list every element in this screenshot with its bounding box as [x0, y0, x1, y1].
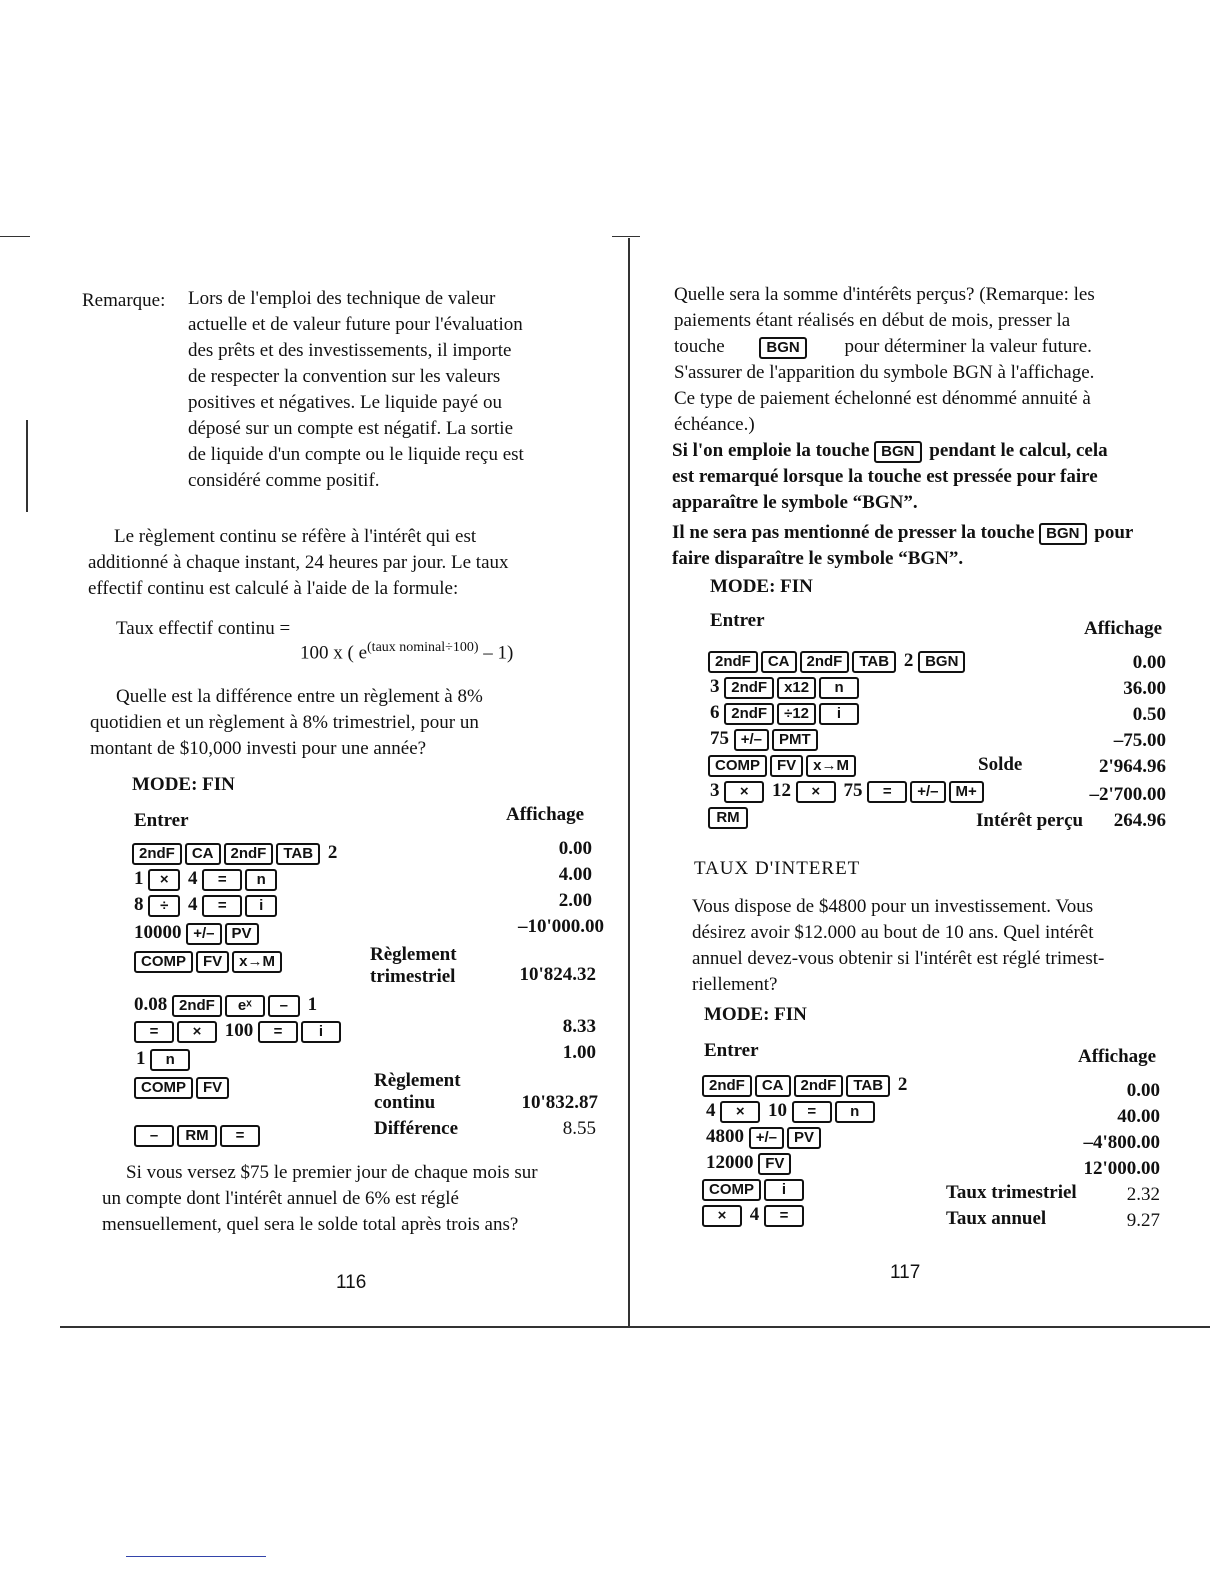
key-row [134, 1124, 263, 1147]
key-row: × 4 = [702, 1204, 807, 1227]
key-row [708, 806, 751, 829]
display-value: 0.00 [1132, 652, 1166, 673]
intro-paragraph [674, 282, 1172, 438]
display-value: 0.00 [558, 838, 592, 859]
page-number-right: 117 [890, 1262, 921, 1283]
page-number-left: 116 [336, 1272, 367, 1293]
remark-line: Lors de l'emploi des technique de valeur [188, 288, 496, 309]
intro-line: paiements étant réalisés en début de mois, presser la [674, 310, 1071, 331]
key-n[interactable]: n [819, 677, 859, 699]
key-bgn[interactable]: BGN [1039, 523, 1086, 545]
affichage-header-right-2: Affichage [1078, 1046, 1157, 1067]
key-equals[interactable]: = [134, 1021, 174, 1043]
key-pv[interactable]: PV [787, 1127, 821, 1149]
closing-line: Si vous versez $75 le premier jour de chaque mois sur [126, 1162, 538, 1183]
key-2ndf[interactable]: 2ndF [708, 651, 758, 673]
remark-line: des prêts et des investissements, il importe [188, 340, 512, 361]
key-row [136, 1048, 193, 1071]
key-ca[interactable]: CA [755, 1075, 791, 1097]
row-label: Différence [374, 1118, 459, 1139]
key-row: 8 ÷ 4 = i [134, 894, 280, 917]
entrer-header-right: Entrer [710, 610, 765, 631]
key-tab[interactable]: TAB [846, 1075, 890, 1097]
bold-note [672, 438, 1170, 572]
key-i[interactable]: i [301, 1021, 341, 1043]
formula-exponent: (taux nominal÷100) [367, 640, 479, 655]
key-row [702, 1178, 807, 1201]
center-divider [628, 238, 630, 1328]
key-minus[interactable]: – [134, 1125, 174, 1147]
key-divide[interactable]: ÷ [148, 895, 180, 917]
key-multiply[interactable]: × [177, 1021, 217, 1043]
affichage-header: Affichage [506, 804, 585, 825]
key-row: 3 × 12 × 75 = +/– M+ [710, 780, 987, 803]
key-2ndf[interactable]: 2ndF [132, 843, 182, 865]
key-ca[interactable]: CA [185, 843, 221, 865]
remark-line: de liquide d'un compte ou le liquide reçu est [188, 444, 524, 465]
key-ex[interactable]: eˣ [225, 995, 265, 1017]
digit: 8 [134, 894, 144, 915]
key-i[interactable]: i [819, 703, 859, 725]
key-fv[interactable]: FV [770, 755, 803, 777]
key-row [134, 950, 285, 973]
display-value: –2'700.00 [1089, 784, 1166, 805]
bold-line [672, 520, 1170, 546]
remark-line: actuelle et de valeur future pour l'évaluation [188, 314, 523, 335]
key-plus-minus[interactable]: +/– [749, 1127, 784, 1149]
key-tab[interactable]: TAB [276, 843, 320, 865]
display-value: 36.00 [1123, 678, 1166, 699]
key-2ndf[interactable]: 2ndF [172, 995, 222, 1017]
key-row: 4800 +/– PV [706, 1126, 824, 1149]
key-row: 3 2ndF x12 n [710, 676, 862, 699]
taux-line: Vous dispose de $4800 pour un investissement. Vous [692, 896, 1094, 917]
key-row: 1 × 4 = n [134, 868, 280, 891]
intro-line: S'assurer de l'apparition du symbole BGN à l'affichage. [674, 362, 1095, 383]
remark-text [188, 286, 580, 494]
key-fv[interactable]: FV [196, 951, 229, 973]
entrer-header: Entrer [134, 810, 189, 831]
key-multiply[interactable]: × [148, 869, 180, 891]
bold-line: apparaître le symbole “BGN”. [672, 492, 918, 513]
bold-line [672, 438, 1170, 464]
formula-rhs [300, 640, 513, 664]
key-bgn[interactable]: BGN [759, 337, 806, 359]
key-equals[interactable]: = [867, 781, 907, 803]
top-center-tick [612, 236, 640, 237]
display-value: 264.96 [1113, 810, 1166, 831]
para-line: Le règlement continu se réfère à l'intérêt qui est [114, 526, 477, 547]
footer-link-line [126, 1556, 266, 1557]
mode-label-right-2: MODE: FIN [704, 1004, 807, 1025]
key-plus-minus[interactable]: +/– [734, 729, 769, 751]
digit: 0.08 [134, 994, 168, 1015]
key-x12[interactable]: x12 [777, 677, 816, 699]
display-value: 0.00 [1126, 1080, 1160, 1101]
key-comp[interactable]: COMP [708, 755, 767, 777]
continuous-paragraph [88, 524, 584, 602]
display-value: 8.55 [562, 1118, 596, 1139]
key-minus[interactable]: – [268, 995, 300, 1017]
key-bgn[interactable]: BGN [874, 441, 921, 463]
key-row [132, 842, 337, 865]
question-line: Quelle est la différence entre un règlement à 8% [116, 686, 483, 707]
key-n[interactable]: n [245, 869, 277, 891]
key-row: 12000 FV [706, 1152, 794, 1175]
key-comp[interactable]: COMP [702, 1179, 761, 1201]
bold-line: faire disparaître le symbole “BGN”. [672, 548, 964, 569]
remark-line: positives et négatives. Le liquide payé ou [188, 392, 502, 413]
key-row [134, 1076, 232, 1099]
para-line: additionné à chaque instant, 24 heures par jour. Le taux [88, 552, 509, 573]
key-bgn[interactable]: BGN [918, 651, 965, 673]
key-multiply[interactable]: × [720, 1101, 760, 1123]
row-label: Règlement continu [374, 1070, 461, 1113]
display-value: 1.00 [562, 1042, 596, 1063]
intro-line [674, 334, 1172, 360]
key-multiply[interactable]: × [724, 781, 764, 803]
taux-line: annuel devez-vous obtenir si l'intérêt est réglé trimest- [692, 948, 1105, 969]
key-row [134, 922, 262, 945]
row-label: Solde [978, 754, 1023, 775]
key-row [134, 994, 317, 1017]
bold-line: est remarqué lorsque la touche est pressée pour faire [672, 466, 1098, 487]
formula-tail: – 1) [483, 642, 514, 664]
taux-line: riellement? [692, 974, 778, 995]
key-row: 75 +/– PMT [710, 728, 821, 751]
taux-line: désirez avoir $12.000 au bout de 10 ans. Quel intérêt [692, 922, 1094, 943]
key-equals[interactable]: = [202, 869, 242, 891]
section-heading: TAUX D'INTERET [694, 858, 861, 879]
key-rm[interactable]: RM [177, 1125, 217, 1147]
affichage-header-right: Affichage [1084, 618, 1163, 639]
key-pmt[interactable]: PMT [772, 729, 818, 751]
row-tail: 2 [327, 842, 338, 863]
display-value: 2'964.96 [1098, 756, 1166, 777]
key-rm[interactable]: RM [708, 807, 748, 829]
question-line: montant de $10,000 investi pour une année? [90, 738, 427, 759]
key-row: 4 × 10 = n [706, 1100, 878, 1123]
key-2ndf[interactable]: 2ndF [724, 677, 774, 699]
key-equals[interactable]: = [202, 895, 242, 917]
key-tab[interactable]: TAB [852, 651, 896, 673]
key-m-plus[interactable]: M+ [949, 781, 984, 803]
digit: 1 [136, 1048, 146, 1069]
key-i[interactable]: i [764, 1179, 804, 1201]
display-value: 40.00 [1117, 1106, 1160, 1127]
key-fv[interactable]: FV [758, 1153, 791, 1175]
entrer-header-right-2: Entrer [704, 1040, 759, 1061]
digit: 10000 [134, 922, 182, 943]
key-multiply[interactable]: × [796, 781, 836, 803]
key-2ndf[interactable]: 2ndF [724, 703, 774, 725]
mode-label-right: MODE: FIN [710, 576, 813, 597]
display-value: –10'000.00 [517, 916, 604, 937]
digit: 100 [224, 1020, 254, 1041]
display-value: 8.33 [562, 1016, 596, 1037]
display-value: 2.32 [1126, 1184, 1160, 1205]
digit: 1 [134, 868, 144, 889]
display-value: 0.50 [1132, 704, 1166, 725]
key-plus-minus[interactable]: +/– [186, 923, 221, 945]
key-equals[interactable]: = [258, 1021, 298, 1043]
key-row: 2ndF CA 2ndF TAB 2 [702, 1074, 907, 1097]
closing-line: un compte dont l'intérêt annuel de 6% est réglé [102, 1188, 459, 1209]
key-ca[interactable]: CA [761, 651, 797, 673]
key-row [708, 754, 859, 777]
display-value: –75.00 [1113, 730, 1166, 751]
remark-line: déposé sur un compte est négatif. La sortie [188, 418, 514, 439]
key-n[interactable]: n [150, 1049, 190, 1071]
remark-line: considéré comme positif. [188, 470, 380, 491]
key-row: 2ndF CA 2ndF TAB 2 BGN [708, 650, 968, 673]
key-equals[interactable]: = [220, 1125, 260, 1147]
key-div12[interactable]: ÷12 [777, 703, 816, 725]
display-value: 10'824.32 [519, 964, 596, 985]
row-label: Taux annuel [946, 1208, 1047, 1229]
bold-text: Si l'on emploie la touche [672, 440, 870, 461]
row-label: Taux trimestriel [946, 1182, 1077, 1203]
display-value: 10'832.87 [521, 1092, 598, 1113]
bold-text: pour [1094, 522, 1134, 543]
bold-text: pendant le calcul, cela [929, 440, 1108, 461]
key-2ndf[interactable]: 2ndF [224, 843, 274, 865]
key-pv[interactable]: PV [225, 923, 259, 945]
intro-line: Quelle sera la somme d'intérêts perçus? (Remarque: les [674, 284, 1095, 305]
formula-base: 100 x ( e [300, 642, 368, 664]
remark-line: de respecter la convention sur les valeurs [188, 366, 501, 387]
closing-line: mensuellement, quel sera le solde total après trois ans? [102, 1214, 519, 1235]
display-value: 9.27 [1126, 1210, 1160, 1231]
key-x-to-m[interactable]: x→M [232, 951, 282, 973]
key-equals[interactable]: = [792, 1101, 832, 1123]
key-comp[interactable]: COMP [134, 951, 193, 973]
bottom-rule [60, 1326, 1210, 1328]
key-comp[interactable]: COMP [134, 1077, 193, 1099]
left-margin-mark [26, 420, 28, 512]
display-value: 4.00 [558, 864, 592, 885]
key-plus-minus[interactable]: +/– [910, 781, 945, 803]
key-multiply[interactable]: × [702, 1205, 742, 1227]
key-2ndf[interactable]: 2ndF [702, 1075, 752, 1097]
question-line: quotidien et un règlement à 8% trimestriel, pour un [90, 712, 479, 733]
bold-text: Il ne sera pas mentionné de presser la touche [672, 522, 1035, 543]
display-value: 12'000.00 [1083, 1158, 1160, 1179]
formula-lhs: Taux effectif continu = [116, 618, 291, 639]
intro-line: Ce type de paiement échelonné est dénommé annuité à [674, 388, 1091, 409]
para-line: effectif continu est calculé à l'aide de la formule: [88, 578, 459, 599]
key-row [134, 1020, 344, 1043]
key-n[interactable]: n [835, 1101, 875, 1123]
key-row: 6 2ndF ÷12 i [710, 702, 862, 725]
closing-paragraph [102, 1160, 598, 1238]
display-value: –4'800.00 [1083, 1132, 1160, 1153]
key-equals[interactable]: = [764, 1205, 804, 1227]
question-paragraph [90, 684, 588, 762]
key-i[interactable]: i [245, 895, 277, 917]
intro-line: échéance.) [674, 414, 755, 435]
row-label: Règlement trimestriel [370, 944, 457, 987]
key-x-to-m[interactable]: x→M [806, 755, 856, 777]
key-fv[interactable]: FV [196, 1077, 229, 1099]
touche-word: touche [674, 336, 725, 357]
remark-label: Remarque: [82, 290, 166, 311]
taux-paragraph [692, 894, 1164, 998]
key-2ndf[interactable]: 2ndF [794, 1075, 844, 1097]
top-left-tick [0, 236, 30, 237]
row-label: Intérêt perçu [976, 810, 1084, 831]
key-2ndf[interactable]: 2ndF [800, 651, 850, 673]
display-value: 2.00 [558, 890, 592, 911]
mode-label: MODE: FIN [132, 774, 235, 795]
row-tail: 1 [307, 994, 318, 1015]
touche-rest: pour déterminer la valeur future. [844, 336, 1092, 357]
